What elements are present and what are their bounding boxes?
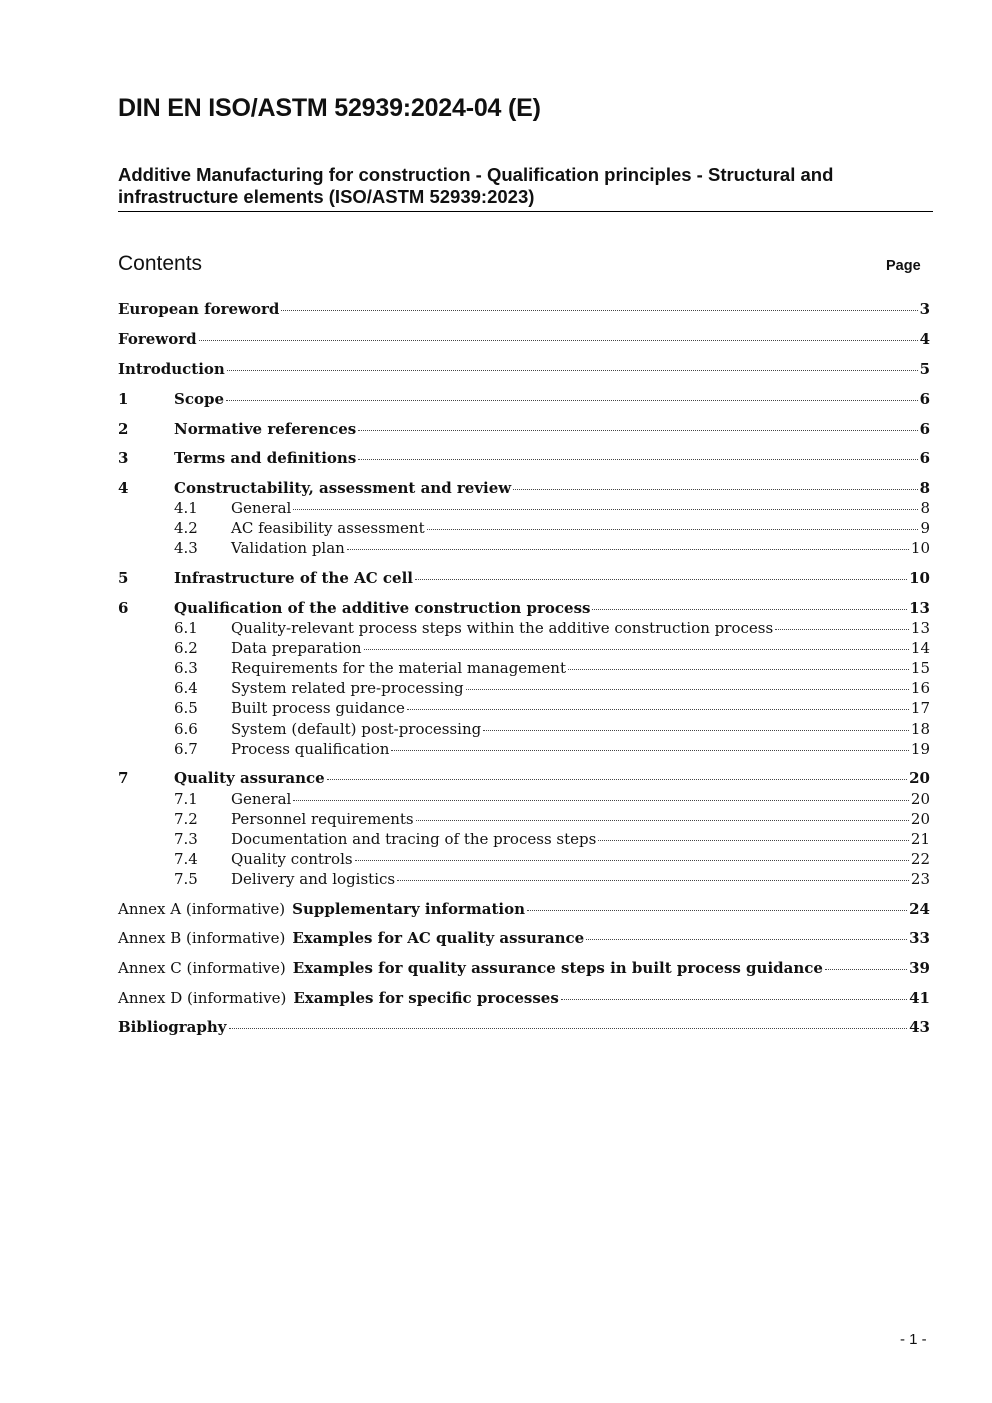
toc-entry[interactable] — [118, 420, 930, 440]
toc-entry[interactable] — [118, 790, 930, 810]
toc-entry[interactable] — [118, 479, 930, 499]
toc-dot-leader — [416, 820, 909, 821]
toc-entry-number: 6.1 — [174, 619, 198, 637]
toc-entry-title: Validation plan — [231, 539, 345, 557]
toc-entry-page: 20 — [909, 769, 930, 787]
toc-dot-leader — [775, 629, 909, 630]
toc-entry[interactable] — [118, 679, 930, 699]
toc-entry-page: 23 — [910, 870, 930, 888]
toc-entry[interactable] — [118, 929, 930, 949]
toc-dot-leader — [358, 459, 917, 460]
toc-entry-number: 4.2 — [174, 519, 198, 537]
toc-entry-page: 9 — [920, 519, 930, 537]
toc-entry-page: 10 — [910, 539, 930, 557]
toc-dot-leader — [598, 840, 909, 841]
toc-entry-number: 6.4 — [174, 679, 198, 697]
toc-dot-leader — [586, 939, 907, 940]
toc-entry-page: 4 — [919, 330, 930, 348]
subtitle-line-1: Additive Manufacturing for construction - Qualification principles - Structural and — [118, 164, 834, 185]
toc-entry-page: 6 — [919, 420, 930, 438]
toc-dot-leader — [293, 509, 918, 510]
toc-entry-title: System (default) post-processing — [231, 720, 482, 738]
toc-entry-title: Qualification of the additive construction process — [174, 599, 591, 617]
toc-entry-title: Quality assurance — [174, 769, 325, 787]
toc-entry-page: 13 — [909, 599, 930, 617]
toc-dot-leader — [227, 370, 918, 371]
toc-entry-page: 41 — [909, 989, 930, 1007]
toc-dot-leader — [568, 669, 909, 670]
toc-dot-leader — [347, 549, 909, 550]
toc-entry-title: Built process guidance — [231, 699, 405, 717]
toc-dot-leader — [226, 400, 918, 401]
toc-entry-number: 7.5 — [174, 870, 198, 888]
toc-entry-page: 8 — [919, 479, 930, 497]
toc-entry-page: 20 — [910, 810, 930, 828]
toc-entry[interactable] — [118, 519, 930, 539]
toc-entry-page: 8 — [920, 499, 930, 517]
toc-entry-page: 19 — [910, 740, 930, 758]
toc-dot-leader — [527, 910, 907, 911]
toc-entry[interactable] — [118, 539, 930, 559]
toc-entry-title: General — [231, 499, 292, 517]
toc-entry-page: 10 — [909, 569, 930, 587]
toc-entry-number: 5 — [118, 569, 129, 587]
toc-entry[interactable] — [118, 959, 930, 979]
toc-entry[interactable] — [118, 870, 930, 890]
toc-entry-page: 14 — [910, 639, 930, 657]
toc-entry-title: Process qualification — [231, 740, 390, 758]
toc-dot-leader — [415, 579, 907, 580]
toc-dot-leader — [513, 489, 917, 490]
toc-entry-page: 21 — [910, 830, 930, 848]
page-column-heading: Page — [886, 258, 921, 274]
toc-entry-page: 22 — [910, 850, 930, 868]
toc-entry-page: 33 — [909, 929, 930, 947]
toc-entry[interactable] — [118, 449, 930, 469]
toc-entry-number: 6.5 — [174, 699, 198, 717]
toc-entry-page: 17 — [910, 699, 930, 717]
toc-entry-annex-label: Annex C (informative) — [118, 959, 286, 977]
toc-entry[interactable] — [118, 360, 930, 380]
toc-dot-leader — [592, 609, 907, 610]
toc-dot-leader — [327, 779, 907, 780]
toc-entry-annex-label: Annex D (informative) — [118, 989, 287, 1007]
toc-entry[interactable] — [118, 619, 930, 639]
toc-entry[interactable] — [118, 499, 930, 519]
toc-entry-number: 1 — [118, 390, 129, 408]
toc-entry-number: 6.6 — [174, 720, 198, 738]
toc-entry-number: 7.3 — [174, 830, 198, 848]
toc-entry-page: 15 — [910, 659, 930, 677]
toc-entry-page: 24 — [909, 900, 930, 918]
contents-heading: Contents — [118, 252, 203, 275]
toc-entry[interactable] — [118, 720, 930, 740]
toc-dot-leader — [561, 999, 907, 1000]
toc-entry-title: Bibliography — [118, 1018, 227, 1036]
toc-dot-leader — [427, 529, 918, 530]
toc-entry-title: Data preparation — [231, 639, 362, 657]
toc-entry[interactable] — [118, 900, 930, 920]
toc-entry[interactable] — [118, 390, 930, 410]
toc-entry-page: 6 — [919, 449, 930, 467]
toc-entry-title: Infrastructure of the AC cell — [174, 569, 413, 587]
toc-dot-leader — [355, 860, 909, 861]
toc-dot-leader — [199, 340, 918, 341]
toc-entry[interactable] — [118, 300, 930, 320]
toc-dot-leader — [229, 1028, 908, 1029]
toc-dot-leader — [397, 880, 909, 881]
toc-dot-leader — [358, 430, 917, 431]
toc-entry-title: Constructability, assessment and review — [174, 479, 512, 497]
toc-entry-title: Delivery and logistics — [231, 870, 396, 888]
toc-entry[interactable] — [118, 659, 930, 679]
toc-entry[interactable] — [118, 810, 930, 830]
toc-entry-number: 6 — [118, 599, 129, 617]
toc-entry-title: Normative references — [174, 420, 357, 438]
document-subtitle — [118, 164, 933, 212]
toc-entry-number: 4.3 — [174, 539, 198, 557]
toc-dot-leader — [407, 709, 909, 710]
toc-entry-number: 7 — [118, 769, 129, 787]
toc-entry[interactable] — [118, 989, 930, 1009]
toc-entry-title: Introduction — [118, 360, 225, 378]
toc-entry-number: 4.1 — [174, 499, 198, 517]
toc-dot-leader — [281, 310, 917, 311]
toc-entry[interactable] — [118, 850, 930, 870]
toc-entry-number: 4 — [118, 479, 129, 497]
toc-entry-title: Documentation and tracing of the process steps — [231, 830, 597, 848]
toc-entry-number: 6.3 — [174, 659, 198, 677]
toc-entry-title: Terms and definitions — [174, 449, 357, 467]
toc-entry-page: 43 — [909, 1018, 930, 1036]
toc-entry-number: 7.4 — [174, 850, 198, 868]
toc-entry-number: 6.2 — [174, 639, 198, 657]
toc-entry-title: Quality-relevant process steps within the additive construction process — [231, 619, 774, 637]
toc-dot-leader — [364, 649, 909, 650]
toc-dot-leader — [466, 689, 909, 690]
toc-entry-title: Examples for quality assurance steps in built process guidance — [292, 959, 823, 977]
toc-entry[interactable] — [118, 330, 930, 350]
toc-dot-leader — [825, 969, 907, 970]
toc-entry-number: 7.1 — [174, 790, 198, 808]
toc-entry-page: 13 — [910, 619, 930, 637]
toc-dot-leader — [391, 750, 909, 751]
toc-entry-number: 6.7 — [174, 740, 198, 758]
toc-entry-title: Supplementary information — [292, 900, 525, 918]
toc-entry[interactable] — [118, 599, 930, 619]
toc-entry-title: Foreword — [118, 330, 197, 348]
toc-entry-title: Examples for specific processes — [293, 989, 559, 1007]
toc-entry-title: System related pre-processing — [231, 679, 464, 697]
toc-entry[interactable] — [118, 740, 930, 760]
toc-entry-title: European foreword — [118, 300, 280, 318]
toc-dot-leader — [483, 730, 909, 731]
footer-page-number: - 1 - — [900, 1331, 927, 1348]
subtitle-line-2: infrastructure elements (ISO/ASTM 52939:2023) — [118, 186, 535, 207]
toc-entry-title: General — [231, 790, 292, 808]
toc-entry-title: AC feasibility assessment — [231, 519, 425, 537]
toc-entry[interactable] — [118, 639, 930, 659]
toc-entry-page: 16 — [910, 679, 930, 697]
toc-entry-page: 20 — [910, 790, 930, 808]
toc-entry-title: Scope — [174, 390, 225, 408]
toc-entry-page: 5 — [919, 360, 930, 378]
toc-entry[interactable] — [118, 769, 930, 789]
toc-entry-title: Examples for AC quality assurance — [292, 929, 585, 947]
toc-entry-page: 3 — [919, 300, 930, 318]
toc-entry[interactable] — [118, 699, 930, 719]
toc-entry-number: 2 — [118, 420, 129, 438]
toc-entry-annex-label: Annex A (informative) — [118, 900, 286, 918]
toc-entry-title: Requirements for the material management — [231, 659, 566, 677]
toc-entry[interactable] — [118, 1018, 930, 1038]
document-title: DIN EN ISO/ASTM 52939:2024-04 (E) — [118, 94, 541, 122]
toc-entry-number: 3 — [118, 449, 129, 467]
toc-entry-page: 39 — [909, 959, 930, 977]
toc-entry[interactable] — [118, 830, 930, 850]
toc-entry[interactable] — [118, 569, 930, 589]
toc-entry-title: Personnel requirements — [231, 810, 414, 828]
toc-entry-page: 6 — [919, 390, 930, 408]
toc-dot-leader — [293, 800, 909, 801]
toc-entry-title: Quality controls — [231, 850, 353, 868]
toc-entry-page: 18 — [910, 720, 930, 738]
toc-entry-annex-label: Annex B (informative) — [118, 929, 286, 947]
toc-entry-number: 7.2 — [174, 810, 198, 828]
